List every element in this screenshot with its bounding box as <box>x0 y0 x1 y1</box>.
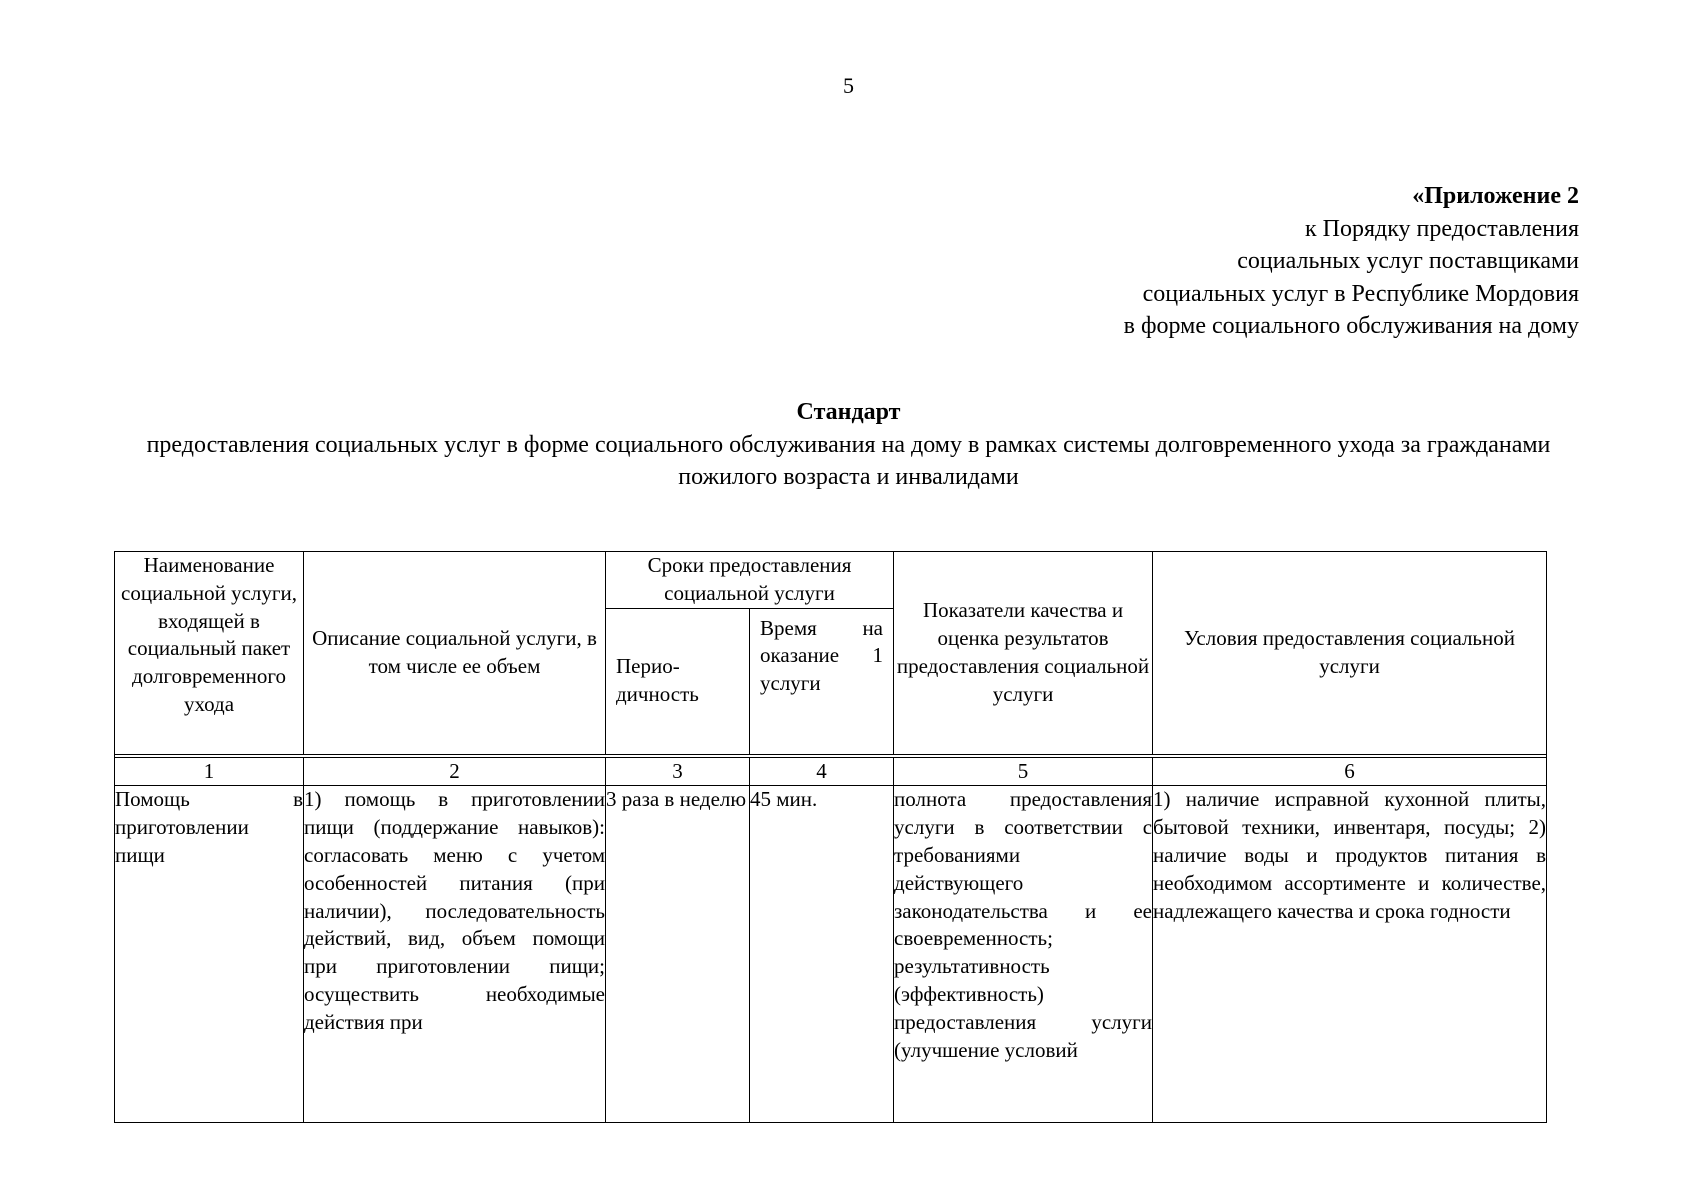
header-terms-group: Сроки предоставления социальной услуги <box>606 552 894 609</box>
header-periodicity: Перио-дичность <box>606 608 750 754</box>
cell-conditions: 1) наличие исправной кухонной плиты, бытовой техники, инвентаря, посуды; 2) наличие воды и продуктов питания в необходимом ассортименте и количестве, надлежащего качества и срока годности <box>1153 786 1547 1123</box>
header-time: Время на оказание 1 услуги <box>750 608 894 754</box>
table-row <box>115 786 1547 1123</box>
appendix-line: социальных услуг в Республике Мордовия <box>1142 280 1579 307</box>
cell-description: 1) помощь в приготовлении пищи (поддержание навыков): согласовать меню с учетом особенностей питания (при наличии), последовательность действий, вид, объем помощи при приготовлении пищи; осуществить необходимые действия при <box>304 786 606 1123</box>
column-number: 5 <box>894 757 1153 786</box>
appendix-line: в форме социального обслуживания на дому <box>1123 313 1579 339</box>
appendix-title: «Приложение 2 <box>1412 183 1579 209</box>
cell-time: 45 мин. <box>750 786 894 1123</box>
column-number: 4 <box>750 757 894 786</box>
header-quality: Показатели качества и оценка результатов предоставления социальной услуги <box>894 552 1153 755</box>
column-number: 6 <box>1153 757 1547 786</box>
appendix-line: социальных услуг поставщиками <box>1237 248 1579 274</box>
document-subtitle: предоставления социальных услуг в форме социального обслуживания на дому в рамках системы долговременного ухода за гражданами пожилого возраста и инвалидами <box>146 431 1551 490</box>
column-number: 2 <box>304 757 606 786</box>
header-conditions: Условия предоставления социальной услуги <box>1153 552 1547 755</box>
cell-periodicity: 3 раза в неделю <box>606 786 750 1123</box>
standard-table <box>114 551 1547 1123</box>
document-title: Стандарт <box>796 399 901 425</box>
header-description: Описание социальной услуги, в том числе ее объем <box>304 552 606 755</box>
page-number: 5 <box>843 73 854 98</box>
column-numbers-row <box>115 757 1547 786</box>
cell-service-name: Помощь в приготовлении пищи <box>115 786 304 1123</box>
cell-quality: полнота предоставления услуги в соответствии с требованиями действующего законодательства и ее своевременность; результативность (эффективность) предоставления услуги (улучшение условий <box>894 786 1153 1123</box>
header-service-name: Наименование социальной услуги, входящей в социальный пакет долговременного ухода <box>115 552 304 755</box>
document-heading <box>0 396 1697 494</box>
appendix-line: к Порядку предоставления <box>1304 215 1579 242</box>
appendix-block <box>1124 180 1579 343</box>
column-number: 1 <box>115 757 304 786</box>
column-number: 3 <box>606 757 750 786</box>
